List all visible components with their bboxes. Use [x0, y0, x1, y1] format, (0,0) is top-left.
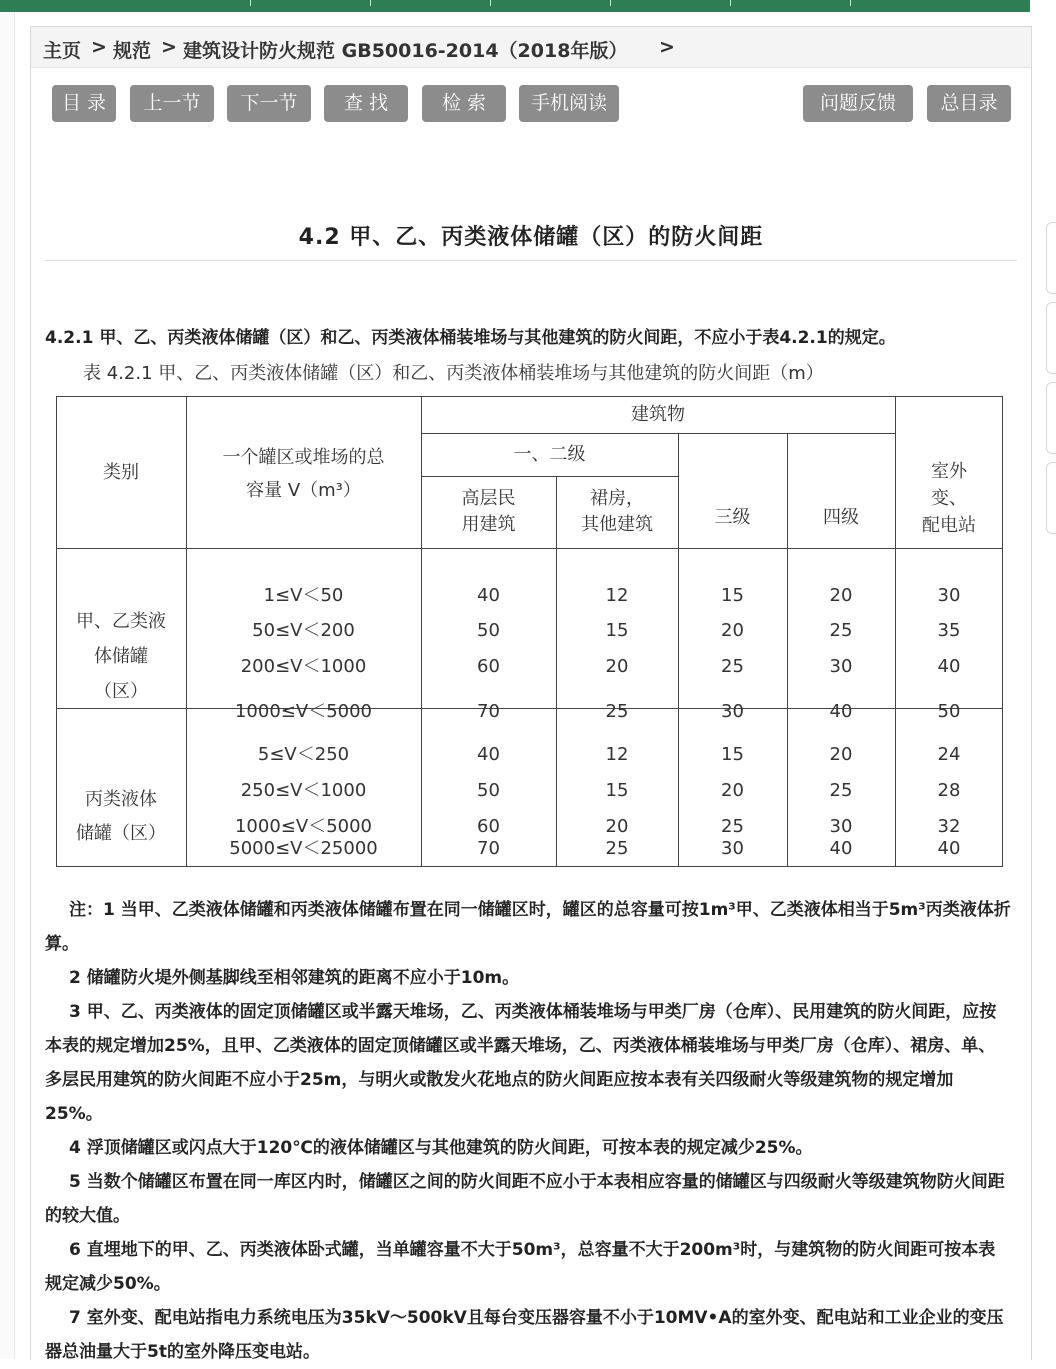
next-section-button[interactable]: 下一节: [227, 85, 311, 122]
side-tab[interactable]: [1046, 222, 1056, 294]
breadcrumb-separator: >: [161, 36, 177, 58]
side-tab[interactable]: [1046, 302, 1056, 374]
value-podium: 20: [605, 656, 629, 677]
value-podium: 25: [605, 838, 629, 859]
breadcrumb-home-link[interactable]: 主页: [43, 40, 82, 62]
group-label-line: 甲、乙类液: [76, 611, 166, 632]
header-category: 类别: [103, 462, 139, 483]
value-substation: 35: [937, 620, 961, 641]
value-podium: 20: [605, 816, 629, 837]
note-item: 3 甲、乙、丙类液体的固定顶储罐区或半露天堆场，乙、丙类液体桶装堆场与甲类厂房（仓库）、民用建筑的防火间距，应按本表的规定增加25%，且甲、乙类液体的固定顶储罐区或半露天堆场，乙、丙类液体桶装堆场与甲类厂房（仓库）、裙房、单、多层民用建筑的防火间距不应小于25m，与明火或散发火花地点的防火间距应按本表有关四级耐火等级建筑物的规定增加25%。: [45, 1002, 997, 1124]
table-notes: [45, 893, 1011, 1369]
value-substation: 40: [937, 656, 961, 677]
note-item: 5 当数个储罐区布置在同一库区内时，储罐区之间的防火间距不应小于本表相应容量的储罐区与四级耐火等级建筑物防火间距的较大值。: [45, 1172, 1005, 1226]
spacing-table: [56, 396, 1003, 867]
content-panel: [30, 26, 1032, 1360]
header-substation-line2: 变、: [931, 488, 967, 509]
value-grade-4: 30: [829, 816, 853, 837]
clause-4-2-1: 4.2.1 甲、乙、丙类液体储罐（区）和乙、丙类液体桶装堆场与其他建筑的防火间距，不应小于表4.2.1的规定。: [45, 328, 896, 348]
value-grade-4: 25: [829, 780, 853, 801]
value-substation: 24: [937, 744, 961, 765]
header-capacity-line1: 一个罐区或堆场的总: [222, 447, 385, 468]
capacity-range: 250≤V＜1000: [240, 780, 367, 801]
value-grade-3: 15: [721, 585, 744, 606]
value-highrise: 60: [477, 816, 500, 837]
top-bar-divider: [850, 0, 851, 6]
group-label-line: 体储罐: [94, 646, 148, 667]
right-side-tabs: [1032, 0, 1056, 1359]
top-bar-divider: [610, 0, 611, 6]
breadcrumb: [31, 27, 1031, 68]
top-bar-divider: [370, 0, 371, 6]
search-button[interactable]: 检 索: [422, 85, 506, 122]
value-highrise: 40: [477, 744, 500, 765]
value-podium: 12: [605, 744, 629, 765]
value-grade-3: 25: [721, 656, 744, 677]
note-item: 7 室外变、配电站指电力系统电压为35kV～500kV且每台变压器容量不小于10MV•A的室外变、配电站和工业企业的变压器总油量大于5t的室外降压变电站。: [45, 1308, 1004, 1362]
top-bar-divider: [250, 0, 251, 6]
header-highrise-line2: 用建筑: [461, 514, 516, 535]
table-caption: 表 4.2.1 甲、乙、丙类液体储罐（区）和乙、丙类液体桶装堆场与其他建筑的防火间距（m）: [83, 363, 824, 384]
capacity-range: 1000≤V＜5000: [234, 816, 372, 837]
value-podium: 12: [605, 585, 629, 606]
value-substation: 40: [937, 838, 961, 859]
note-item: 6 直埋地下的甲、乙、丙类液体卧式罐，当单罐容量不大于50m³，总容量不大于200m³时，与建筑物的防火间距可按本表规定减少50%。: [45, 1240, 996, 1294]
value-highrise: 70: [477, 701, 500, 722]
capacity-range: 50≤V＜200: [252, 620, 355, 641]
value-substation: 30: [937, 585, 961, 606]
header-substation-line3: 配电站: [922, 515, 976, 536]
note-item: 2 储罐防火堤外侧基脚线至相邻建筑的距离不应小于10m。: [69, 968, 520, 988]
value-grade-4: 30: [829, 656, 853, 677]
capacity-range: 1≤V＜50: [263, 585, 344, 606]
capacity-range: 1000≤V＜5000: [234, 701, 372, 722]
capacity-range: 200≤V＜1000: [240, 656, 367, 677]
header-podium-line1: 裙房，: [590, 488, 644, 509]
value-podium: 15: [605, 780, 629, 801]
value-grade-4: 40: [829, 838, 853, 859]
mobile-reading-button[interactable]: 手机阅读: [519, 85, 619, 122]
toc-button[interactable]: 目 录: [52, 85, 116, 122]
top-bar: [0, 0, 1030, 12]
value-grade-4: 40: [829, 701, 853, 722]
find-button[interactable]: 查 找: [324, 85, 408, 122]
feedback-button[interactable]: 问题反馈: [803, 85, 913, 122]
side-tab[interactable]: [1046, 382, 1056, 454]
breadcrumb-category-link[interactable]: 规范: [113, 40, 152, 62]
left-panel-edge: [0, 12, 15, 1359]
value-grade-4: 20: [829, 585, 853, 606]
header-capacity-line2: 容量 V（m³）: [246, 480, 361, 501]
header-grade-4: 四级: [823, 507, 859, 528]
capacity-range: 5≤V＜250: [257, 744, 350, 765]
value-substation: 32: [937, 816, 961, 837]
value-grade-3: 15: [721, 744, 744, 765]
value-highrise: 50: [477, 780, 500, 801]
header-substation-line1: 室外: [931, 461, 967, 482]
breadcrumb-document-link[interactable]: 建筑设计防火规范 GB50016-2014（2018年版）: [183, 40, 628, 62]
value-grade-3: 30: [721, 701, 744, 722]
value-highrise: 60: [477, 656, 500, 677]
value-grade-3: 20: [721, 620, 744, 641]
breadcrumb-separator: >: [91, 36, 107, 58]
header-highrise-line1: 高层民: [461, 488, 516, 509]
top-bar-divider: [730, 0, 731, 6]
value-podium: 15: [605, 620, 629, 641]
title-divider: [45, 260, 1017, 261]
header-building: 建筑物: [631, 404, 685, 425]
capacity-range: 5000≤V＜25000: [229, 838, 378, 859]
value-highrise: 70: [477, 838, 500, 859]
breadcrumb-separator: >: [659, 36, 675, 58]
section-title: 4.2 甲、乙、丙类液体储罐（区）的防火间距: [298, 225, 764, 250]
value-grade-3: 20: [721, 780, 744, 801]
master-toc-button[interactable]: 总目录: [927, 85, 1011, 122]
value-highrise: 40: [477, 585, 500, 606]
note-item: 4 浮顶储罐区或闪点大于120℃的液体储罐区与其他建筑的防火间距，可按本表的规定减少25%。: [69, 1138, 813, 1158]
note-item: 注：1 当甲、乙类液体储罐和丙类液体储罐布置在同一储罐区时，罐区的总容量可按1m³甲、乙类液体相当于5m³丙类液体折算。: [45, 900, 1011, 954]
header-podium-line2: 其他建筑: [581, 514, 653, 535]
side-tab[interactable]: [1046, 462, 1056, 534]
value-podium: 25: [605, 701, 629, 722]
value-substation: 28: [937, 780, 961, 801]
top-bar-divider: [490, 0, 491, 6]
value-grade-4: 20: [829, 744, 853, 765]
group-label-line: 储罐（区）: [76, 823, 166, 844]
group-label-line: 丙类液体: [85, 789, 157, 810]
prev-section-button[interactable]: 上一节: [130, 85, 214, 122]
value-highrise: 50: [477, 620, 500, 641]
value-substation: 50: [937, 701, 961, 722]
value-grade-4: 25: [829, 620, 853, 641]
value-grade-3: 25: [721, 816, 744, 837]
value-grade-3: 30: [721, 838, 744, 859]
group-label-line: （区）: [94, 681, 148, 702]
header-grade-3: 三级: [714, 507, 751, 528]
header-grade-1-2: 一、二级: [513, 444, 586, 465]
